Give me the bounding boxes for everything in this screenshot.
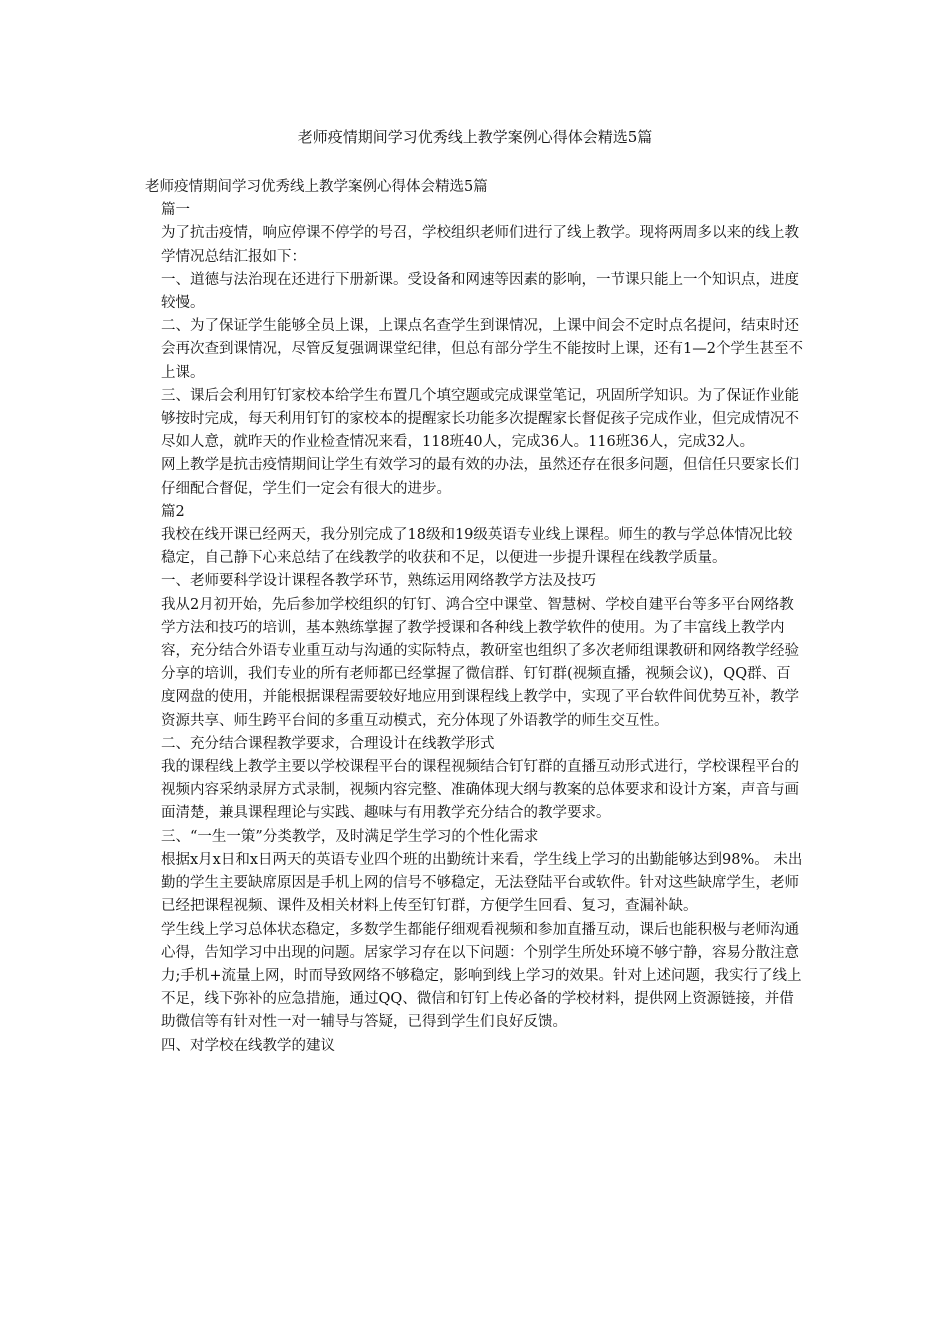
subsection-heading: 二、充分结合课程教学要求，合理设计在线教学形式 xyxy=(161,735,495,752)
paragraph: 网上教学是抗击疫情期间让学生有效学习的最有效的办法，虽然还存在很多问题，但信任只要家长们仔细配合督促，学生们一定会有很大的进步。 xyxy=(161,457,799,497)
document-body xyxy=(145,176,805,1058)
document-title: 老师疫情期间学习优秀线上教学案例心得体会精选5篇 xyxy=(297,128,653,146)
subsection-heading: 一、老师要科学设计课程各教学环节，熟练运用网络教学方法及技巧 xyxy=(161,573,596,590)
paragraph: 学生线上学习总体状态稳定，多数学生都能仔细观看视频和参加直播互动，课后也能积极与老师沟通心得，告知学习中出现的问题。居家学习存在以下问题：个别学生所处环境不够宁静，容易分散注意力;手机+流量上网，时而导致网络不够稳定，影响到线上学习的效果。针对上述问题，我实行了线上不足，线下弥补的应急措施，通过QQ、微信和钉钉上传必备的学校材料，提供网上资源链接，并借助微信等有针对性一对一辅导与答疑，已得到学生们良好反馈。 xyxy=(161,921,802,1031)
subsection-heading: 四、对学校在线教学的建议 xyxy=(161,1037,335,1054)
paragraph: 一、道德与法治现在还进行下册新课。受设备和网速等因素的影响，一节课只能上一个知识点，进度较慢。 xyxy=(161,271,799,312)
subsection-heading: 三、“一生一策”分类教学，及时满足学生学习的个性化需求 xyxy=(161,828,539,845)
paragraph: 我从2月初开始，先后参加学校组织的钉钉、鸿合空中课堂、智慧树、学校自建平台等多平台网络教学方法和技巧的培训，基本熟练掌握了教学授课和各种线上教学软件的使用。为了丰富线上教学内容，充分结合外语专业重互动与沟通的实际特点，教研室也组织了多次老师组课教研和网络教学经验分享的培训，我们专业的所有老师都已经掌握了微信群、钉钉群(视频直播，视频会议)，QQ群、百度网盘的使用，并能根据课程需要较好地应用到课程线上教学中，实现了平台软件间优势互补，教学资源共享、师生跨平台间的多重互动模式，充分体现了外语教学的师生交互性。 xyxy=(161,596,799,729)
paragraph: 根据x月x日和x日两天的英语专业四个班的出勤统计来看，学生线上学习的出勤能够达到98%。 未出勤的学生主要缺席原因是手机上网的信号不够稳定，无法登陆平台或软件。针对这些缺席学生，老师已经把课程视频、课件及相关材料上传至钉钉群，方便学生回看、复习，查漏补缺。 xyxy=(161,851,803,915)
document-subtitle: 老师疫情期间学习优秀线上教学案例心得体会精选5篇 xyxy=(145,179,488,195)
paragraph: 我校在线开课已经两天，我分别完成了18级和19级英语专业线上课程。师生的教与学总体情况比较稳定，自己静下心来总结了在线教学的收获和不足，以便进一步提升课程在线教学质量。 xyxy=(161,527,793,567)
section-heading: 篇一 xyxy=(161,202,190,219)
paragraph: 三、课后会利用钉钉家校本给学生布置几个填空题或完成课堂笔记，巩固所学知识。为了保证作业能够按时完成，每天利用钉钉的家校本的提醒家长功能多次提醒家长督促孩子完成作业，但完成情况不尽如人意，就昨天的作业检查情况来看，118班40人，完成36人。116班36人，完成32人。 xyxy=(161,387,799,451)
paragraph: 我的课程线上教学主要以学校课程平台的课程视频结合钉钉群的直播互动形式进行，学校课程平台的视频内容采纳录屏方式录制，视频内容完整、准确体现大纲与教案的总体要求和设计方案，声音与画面清楚，兼具课程理论与实践、趣味与有用教学充分结合的教学要求。 xyxy=(161,759,799,822)
paragraph: 二、为了保证学生能够全员上课，上课点名查学生到课情况，上课中间会不定时点名提问，结束时还会再次查到课情况，尽管反复强调课堂纪律，但总有部分学生不能按时上课，还有1—2个学生甚至不上课。 xyxy=(161,318,803,381)
section-heading: 篇2 xyxy=(161,503,185,520)
paragraph: 为了抗击疫情，响应停课不停学的号召，学校组织老师们进行了线上教学。现将两周多以来的线上教学情况总结汇报如下： xyxy=(161,225,799,265)
